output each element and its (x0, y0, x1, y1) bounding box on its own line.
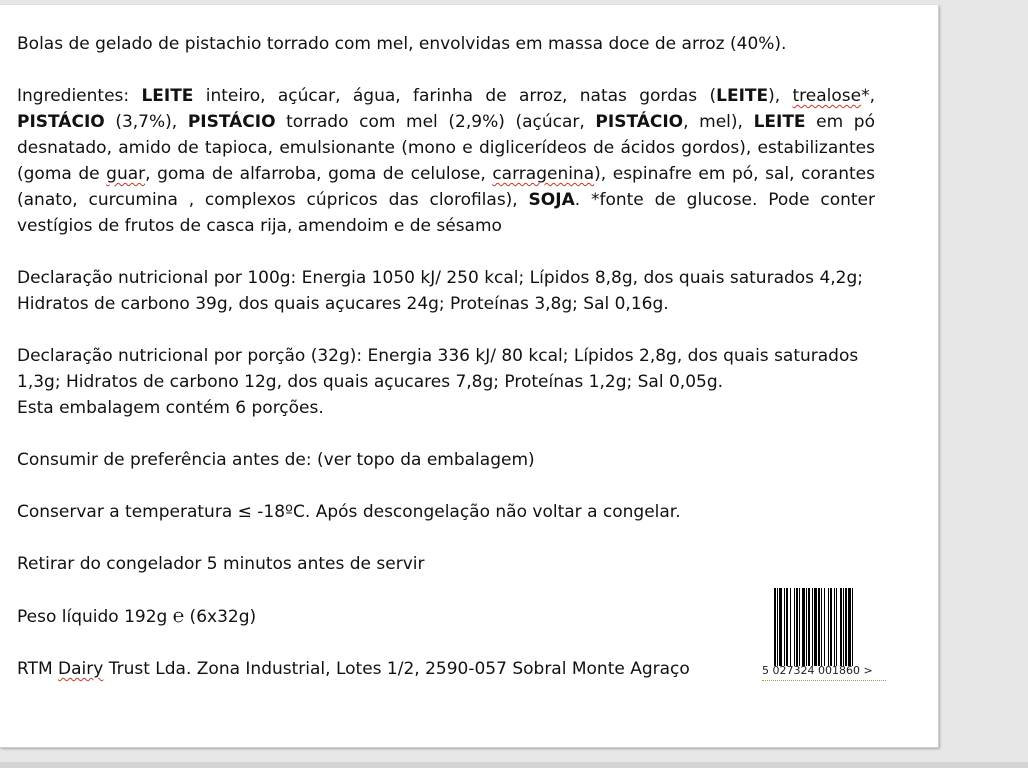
ingredients-text: torrado com mel (2,9%) (açúcar, (275, 112, 596, 132)
nutrition-per-100g: Declaração nutricional por 100g: Energia 1050 kJ/ 250 kcal; Lípidos 8,8g, dos quais saturados 4,2g; Hidratos de carbono 39g, dos quais açucares 24g; Proteínas 3,8g; Sal 0,16g. (17, 268, 863, 314)
barcode-bar (821, 588, 822, 666)
barcode-bar (828, 588, 829, 666)
estimated-sign-icon: ℮ (172, 605, 185, 627)
ingredients-text: , goma de alfarroba, goma de celulose, (145, 164, 493, 184)
barcode-bar (840, 588, 842, 666)
barcode-bar (802, 588, 805, 666)
label-text-body (17, 31, 875, 682)
barcode-bar (806, 588, 807, 666)
net-weight-text: Peso líquido 192g (17, 607, 173, 627)
barcode-bar (774, 588, 776, 666)
best-before: Consumir de preferência antes de: (ver topo da embalagem) (17, 450, 535, 470)
net-weight (17, 603, 875, 630)
barcode-bar (848, 588, 851, 666)
barcode-bar (786, 588, 788, 666)
ingredients-text: ), espinafre em pó, sal, corantes (anato, curcumina , complexos cúpricos das clorofilas), (17, 164, 875, 210)
barcode-bar (794, 588, 795, 666)
barcode-bar (784, 588, 785, 666)
spellcheck-word: carragenina (492, 164, 595, 184)
manufacturer-rest: Trust Lda. Zona Industrial, Lotes 1/2, 2590-057 Sobral Monte Agraço (103, 659, 690, 679)
ean-barcode (762, 588, 890, 684)
barcode-bar (799, 588, 800, 666)
nutrition-per-portion: Declaração nutricional por porção (32g): Energia 336 kJ/ 80 kcal; Lípidos 2,8g, dos quais saturados 1,3g; Hidratos de carbono 12g, dos quais açucares 7,8g; Proteínas 1,2g; Sal 0,05g. (17, 346, 859, 392)
allergen-leite: LEITE (716, 86, 769, 106)
allergen-pistacio: PISTÁCIO (187, 112, 276, 132)
allergen-leite: LEITE (141, 86, 194, 106)
barcode-bar (779, 588, 782, 666)
spellcheck-word: Dairy (58, 659, 104, 679)
ingredients-paragraph (17, 83, 875, 239)
ingredients-text: ), (768, 86, 793, 106)
barcode-bar (843, 588, 844, 666)
barcode-bar (836, 588, 837, 666)
ingredients-text: inteiro, açúcar, água, farinha de arroz, natas gordas ( (193, 86, 717, 106)
barcode-bar (834, 588, 835, 666)
barcode-bar (818, 588, 820, 666)
barcode-bar (814, 588, 817, 666)
net-weight-portions: (6x32g) (184, 607, 257, 627)
ingredients-label: Ingredientes: (17, 86, 142, 106)
barcode-bar (824, 588, 825, 666)
allergen-pistacio: PISTÁCIO (595, 112, 684, 132)
horizontal-scrollbar-track[interactable] (0, 762, 1028, 768)
barcode-bars-icon (774, 588, 880, 666)
document-page (0, 5, 939, 748)
spellcheck-word: trealose (792, 86, 862, 106)
ingredients-text: . *fonte de glucose. Pode conter vestígios de frutos de casca rija, amendoim e de sésamo (17, 190, 875, 236)
barcode-bar (830, 588, 832, 666)
allergen-leite: LEITE (753, 112, 806, 132)
barcode-selection-underline (762, 679, 886, 681)
ingredients-text: , mel), (683, 112, 754, 132)
barcode-number: 5 027324 001860 > (762, 664, 873, 677)
spellcheck-word: guar (106, 164, 146, 184)
allergen-soja: SOJA (528, 190, 575, 210)
barcode-bar (777, 588, 778, 666)
barcode-bar (852, 588, 853, 666)
ingredients-text: em pó desnatado, amido de tapioca, emulsionante (mono e diglicerídeos de ácidos gordos), estabilizantes (goma de (17, 112, 875, 184)
manufacturer-address (17, 656, 875, 682)
ingredients-text: (3,7%), (104, 112, 188, 132)
barcode-bar (845, 588, 847, 666)
product-description: Bolas de gelado de pistachio torrado com mel, envolvidas em massa doce de arroz (40%). (17, 34, 787, 54)
barcode-bar (796, 588, 798, 666)
allergen-pistacio: PISTÁCIO (17, 112, 105, 132)
manufacturer-name: RTM (17, 659, 59, 679)
barcode-bar (790, 588, 791, 666)
portions-count: Esta embalagem contém 6 porções. (17, 398, 324, 418)
barcode-bar (808, 588, 810, 666)
barcode-bar (812, 588, 813, 666)
serving-instructions: Retirar do congelador 5 minutos antes de servir (17, 554, 425, 574)
ingredients-text: *, (861, 86, 875, 106)
storage-instructions: Conservar a temperatura ≤ -18ºC. Após descongelação não voltar a congelar. (17, 502, 681, 522)
